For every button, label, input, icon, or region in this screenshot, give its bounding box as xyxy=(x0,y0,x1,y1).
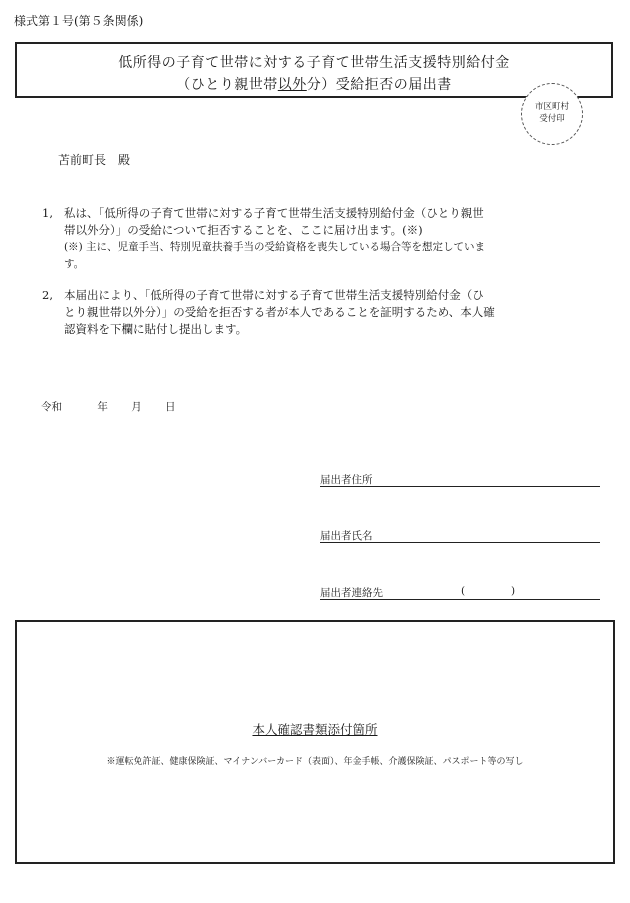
applicant-name-field[interactable] xyxy=(320,528,600,543)
item-number: 1, xyxy=(42,206,53,220)
date-month-field[interactable]: 月 xyxy=(131,401,142,413)
title-line-2 xyxy=(17,74,611,94)
addressee: 苫前町長 殿 xyxy=(58,153,131,167)
date-line xyxy=(41,399,176,414)
title-line-1: 低所得の子育て世帯に対する子育て世帯生活支援特別給付金 xyxy=(118,55,510,71)
date-year-field[interactable]: 年 xyxy=(97,401,108,413)
item-1-note-2: す。 xyxy=(64,258,85,270)
item-1-line-1: 私は、「低所得の子育て世帯に対する子育て世帯生活支援特別給付金（ひとり親世 xyxy=(64,206,484,220)
item-1-line-2: 帯以外分）」の受給について拒否することを、ここに届け出ます。(※) xyxy=(64,223,423,237)
applicant-address-label: 届出者住所 xyxy=(320,474,373,486)
id-document-attachment-area xyxy=(15,620,615,864)
document-title-box xyxy=(15,42,613,98)
declaration-item-1 xyxy=(42,205,562,273)
item-2-line-3: 認資料を下欄に貼付し提出します。 xyxy=(64,322,248,336)
applicant-contact-label: 届出者連絡先 xyxy=(320,587,383,599)
form-number: 様式第１号(第５条関係) xyxy=(14,14,144,28)
item-2-line-1: 本届出により、「低所得の子育て世帯に対する子育て世帯生活支援特別給付金（ひ xyxy=(64,288,484,302)
title-line-2-post: 分）受給拒否の届出書 xyxy=(306,77,452,93)
attachment-title: 本人確認書類添付箇所 xyxy=(252,722,378,737)
attachment-note: ※運転免許証、健康保険証、マイナンバーカード（表面）、年金手帳、介護保険証、パスポート等の写し xyxy=(106,757,524,767)
reception-stamp-area xyxy=(521,83,583,145)
title-line-2-underlined: 以外 xyxy=(277,77,307,93)
contact-paren-close: ) xyxy=(511,585,516,597)
stamp-label-1: 市区町村 xyxy=(534,102,569,112)
item-1-note-1: (※) 主に、児童手当、特別児童扶養手当の受給資格を喪失している場合等を想定していま xyxy=(64,241,486,253)
title-line-2-pre: （ひとり親世帯 xyxy=(176,77,278,93)
date-day-field[interactable]: 日 xyxy=(165,401,176,413)
date-era: 令和 xyxy=(41,401,62,413)
item-number: 2, xyxy=(42,288,53,302)
stamp-label-2: 受付印 xyxy=(539,114,565,124)
contact-paren-open: ( xyxy=(461,585,466,597)
item-2-line-2: とり親世帯以外分）」の受給を拒否する者が本人であることを証明するため、本人確 xyxy=(64,305,495,319)
declaration-item-2 xyxy=(42,287,562,338)
applicant-address-field[interactable] xyxy=(320,472,600,487)
applicant-name-label: 届出者氏名 xyxy=(320,530,373,542)
applicant-contact-field[interactable] xyxy=(320,585,600,600)
